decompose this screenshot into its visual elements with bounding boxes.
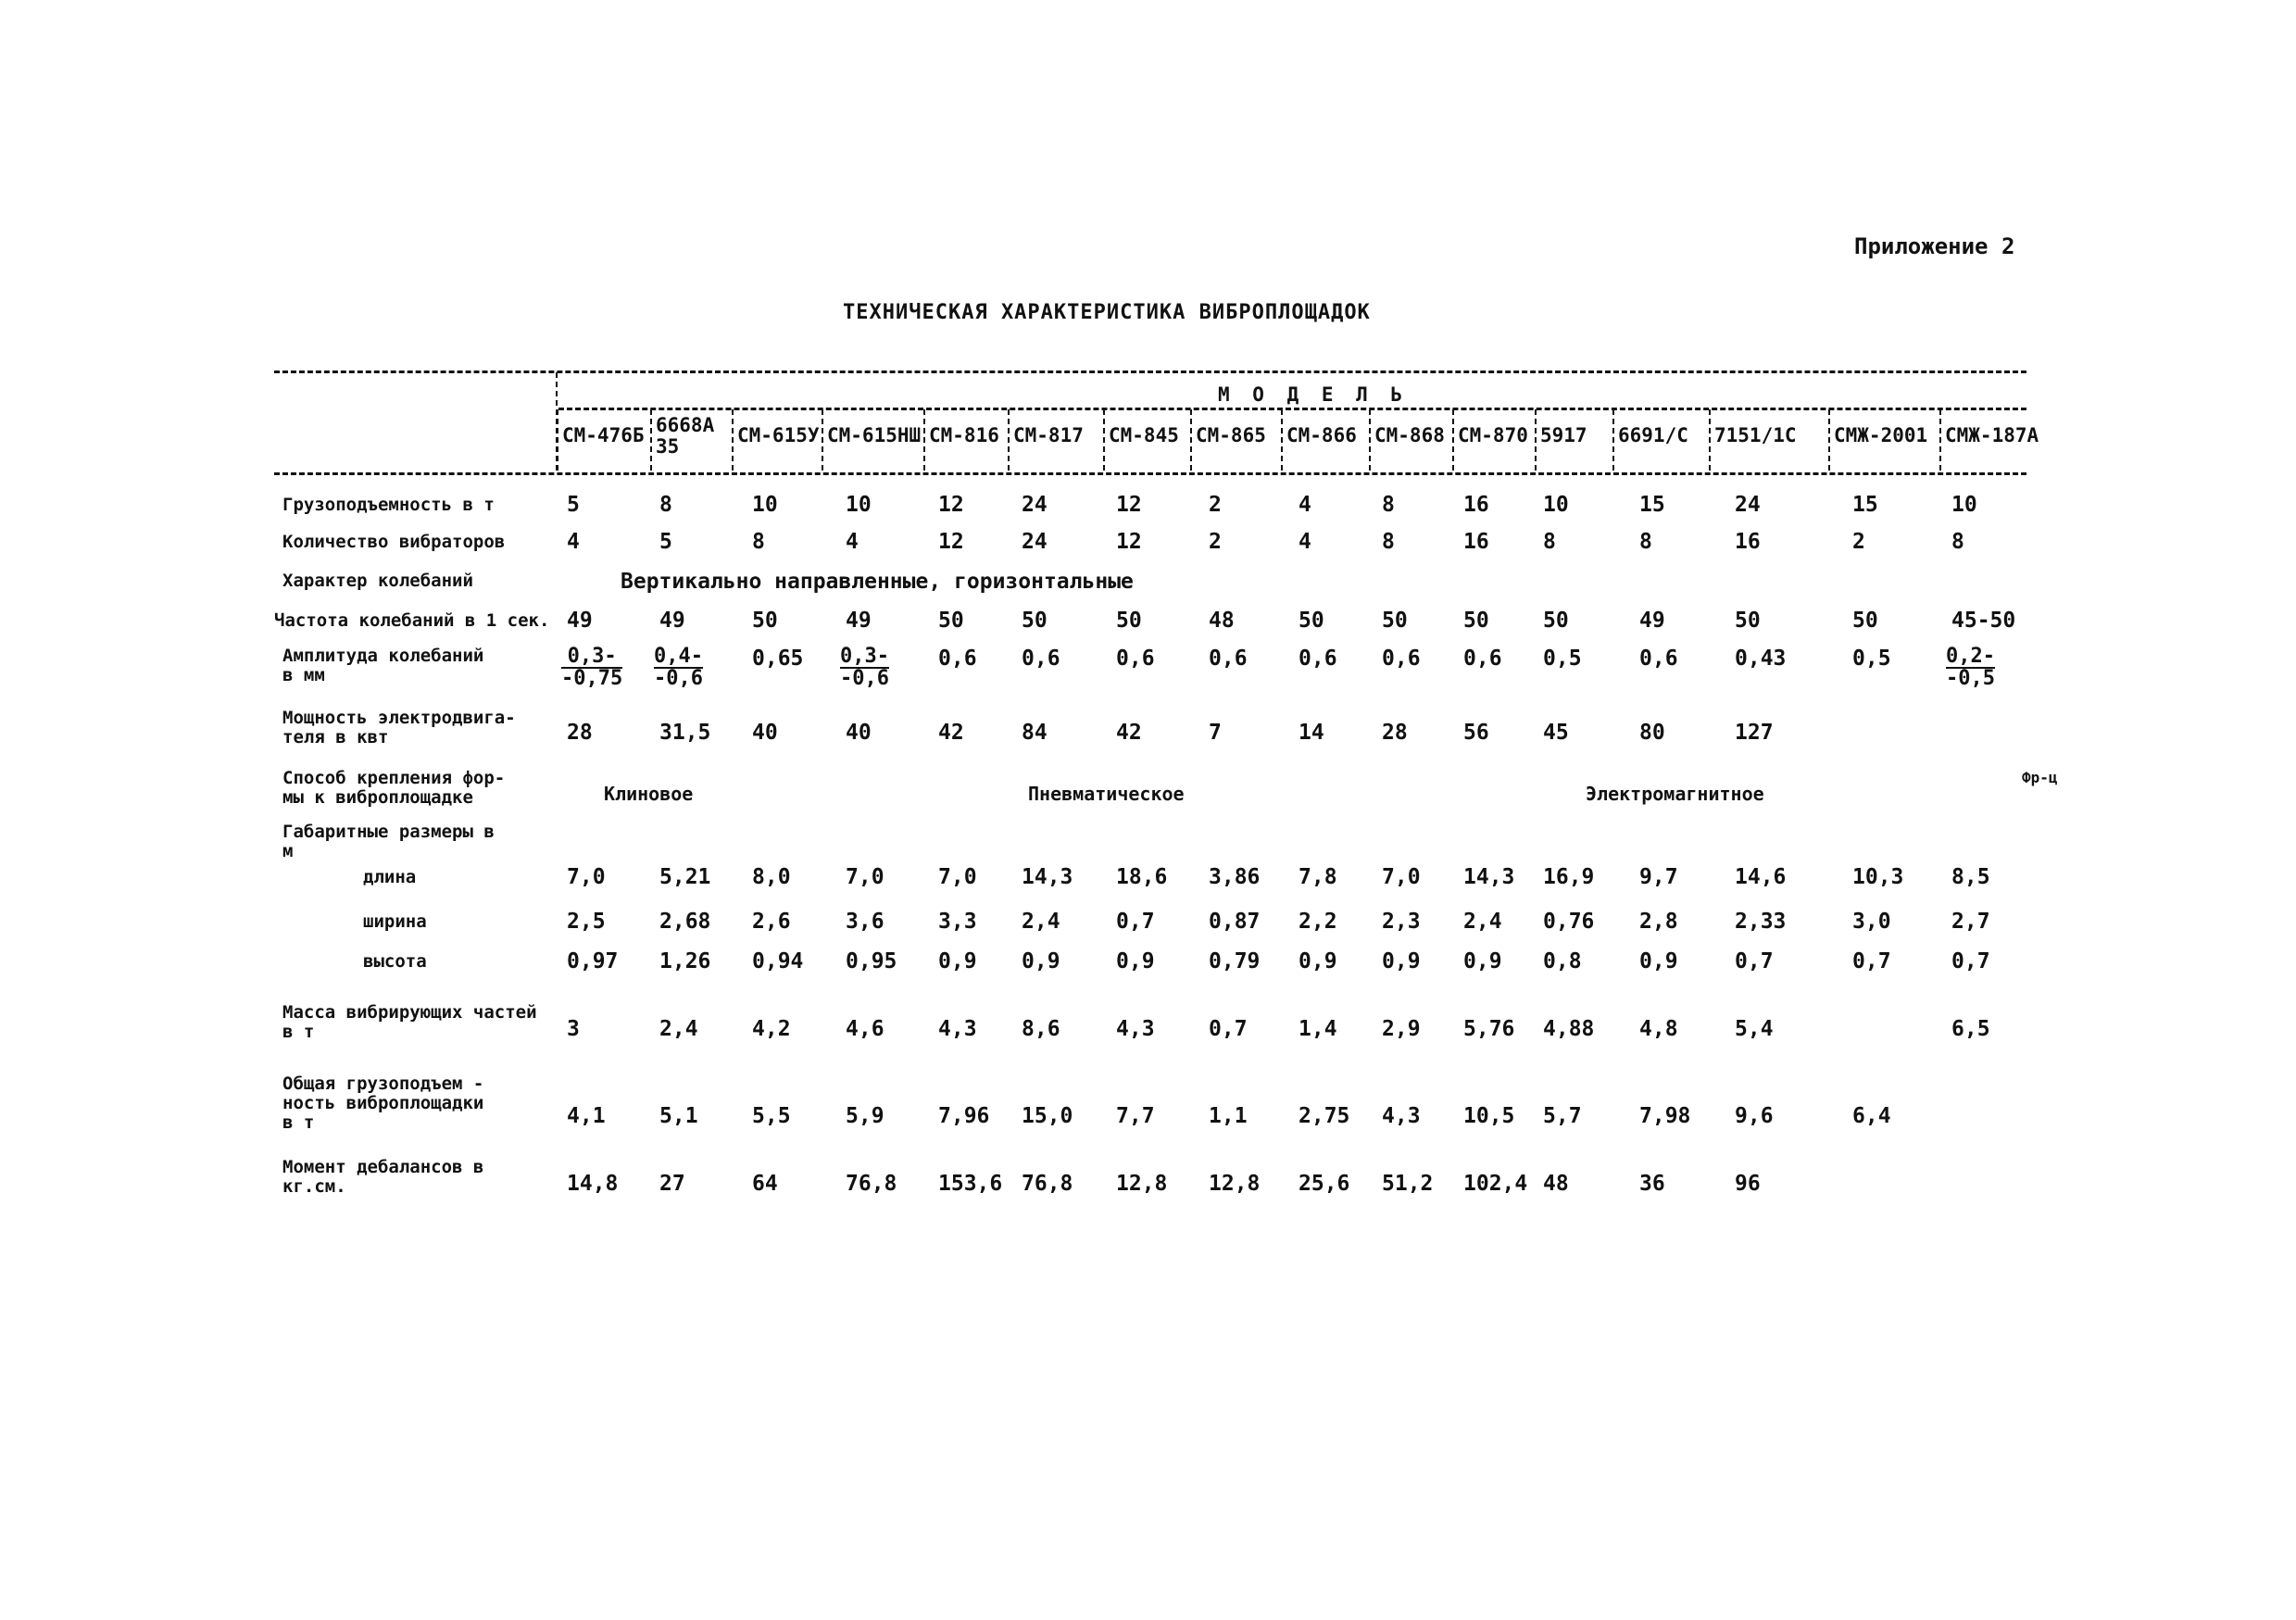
cell-amplitude: $\frac{0,4-}{-0,6}$: [654, 645, 703, 690]
cell-vibrators: 2: [1852, 530, 1865, 554]
cell-capacity: 16: [1463, 493, 1489, 517]
cell-mass_vib: 4,6: [846, 1017, 885, 1041]
cell-mass_vib: 4,3: [1116, 1017, 1155, 1041]
cell-power: 28: [1382, 721, 1408, 745]
column-separator: [1828, 409, 1830, 471]
cell-mass_vib: 4,88: [1543, 1017, 1595, 1041]
cell-frequency: 50: [1735, 609, 1761, 633]
cell-frequency: 49: [1639, 609, 1665, 633]
cell-mass_vib: 4,3: [938, 1017, 977, 1041]
cell-mass_vib: 5,4: [1735, 1017, 1774, 1041]
cell-amplitude: $\frac{0,3-}{-0,75}$: [561, 645, 623, 690]
cell-mass_vib: 1,4: [1299, 1017, 1337, 1041]
cell-frequency: 45-50: [1951, 609, 2016, 633]
cell-vibrators: 12: [938, 530, 964, 554]
cell-width: 2,68: [659, 910, 711, 934]
cell-moment: 76,8: [846, 1172, 897, 1196]
cell-moment: 48: [1543, 1172, 1569, 1196]
cell-vibrators: 8: [1543, 530, 1556, 554]
cell-amplitude: 0,65: [752, 647, 804, 671]
cell-total_capacity: 5,9: [846, 1104, 885, 1128]
cell-width: 2,33: [1735, 910, 1787, 934]
cell-frequency: 50: [1022, 609, 1048, 633]
cell-length: 3,86: [1209, 865, 1261, 889]
column-separator: [557, 409, 558, 471]
column-separator: [1281, 409, 1283, 471]
cell-capacity: 10: [1951, 493, 1977, 517]
cell-height: 0,95: [846, 949, 897, 973]
cell-capacity: 12: [1116, 493, 1142, 517]
cell-total_capacity: 7,98: [1639, 1104, 1691, 1128]
cell-amplitude: 0,43: [1735, 647, 1787, 671]
cell-power: 7: [1209, 721, 1222, 745]
cell-power: 127: [1735, 721, 1774, 745]
cell-moment: 153,6: [938, 1172, 1003, 1196]
cell-capacity: 10: [1543, 493, 1569, 517]
cell-frequency: 50: [938, 609, 964, 633]
model-name: СМ-817: [1013, 424, 1084, 446]
cell-power: 42: [1116, 721, 1142, 745]
cell-total_capacity: 5,5: [752, 1104, 791, 1128]
cell-width: 0,7: [1116, 910, 1155, 934]
cell-amplitude: 0,5: [1852, 647, 1891, 671]
cell-width: 2,3: [1382, 910, 1421, 934]
cell-capacity: 10: [846, 493, 872, 517]
cell-frequency: 50: [1543, 609, 1569, 633]
cell-length: 14,6: [1735, 865, 1787, 889]
cell-length: 16,9: [1543, 865, 1595, 889]
cell-frequency: 50: [1299, 609, 1324, 633]
cell-total_capacity: 9,6: [1735, 1104, 1774, 1128]
cell-length: 9,7: [1639, 865, 1678, 889]
model-name: СМ-476Б: [562, 424, 645, 446]
cell-height: 0,9: [1116, 949, 1155, 973]
cell-frequency: 48: [1209, 609, 1235, 633]
cell-width: 0,87: [1209, 910, 1261, 934]
cell-width: 3,3: [938, 910, 977, 934]
cell-mass_vib: 0,7: [1209, 1017, 1248, 1041]
cell-vibrators: 8: [1382, 530, 1395, 554]
model-name: СМ-866: [1286, 424, 1357, 446]
cell-total_capacity: 6,4: [1852, 1104, 1891, 1128]
cell-width: 2,6: [752, 910, 791, 934]
cell-amplitude: 0,6: [1116, 647, 1155, 671]
cell-vibrators: 12: [1116, 530, 1142, 554]
cell-length: 7,0: [846, 865, 885, 889]
model-name: СМ-816: [929, 424, 999, 446]
cell-frequency: 49: [846, 609, 872, 633]
cell-power: 40: [752, 721, 778, 745]
cell-total_capacity: 1,1: [1209, 1104, 1248, 1128]
cell-total_capacity: 2,75: [1299, 1104, 1350, 1128]
column-separator: [1369, 409, 1371, 471]
cell-length: 14,3: [1022, 865, 1073, 889]
cell-length: 10,3: [1852, 865, 1904, 889]
cell-height: 0,8: [1543, 949, 1582, 973]
cell-mass_vib: 8,6: [1022, 1017, 1060, 1041]
models-header: М О Д Е Л Ь: [1218, 383, 1409, 406]
cell-capacity: 2: [1209, 493, 1222, 517]
cell-moment: 64: [752, 1172, 778, 1196]
cell-length: 14,3: [1463, 865, 1515, 889]
cell-mass_vib: 3: [567, 1017, 580, 1041]
model-name: СМЖ-187А: [1945, 424, 2039, 446]
cell-length: 7,8: [1299, 865, 1337, 889]
cell-capacity: 24: [1022, 493, 1048, 517]
model-name: СМЖ-2001: [1834, 424, 1928, 446]
column-separator: [1008, 409, 1010, 471]
cell-height: 0,9: [1382, 949, 1421, 973]
cell-width: 3,0: [1852, 910, 1891, 934]
column-separator: [923, 409, 925, 471]
row-label-moment: Момент дебалансов в кг.см.: [282, 1157, 484, 1197]
cell-fastening: Клиновое: [604, 783, 694, 805]
row-label-capacity: Грузоподъемность в т: [282, 495, 495, 515]
cell-vibrators: 24: [1022, 530, 1048, 554]
cell-amplitude: 0,6: [1022, 647, 1060, 671]
row-label-vibration_type: Характер колебаний: [282, 571, 473, 591]
cell-height: 0,7: [1951, 949, 1990, 973]
cell-height: 0,7: [1735, 949, 1774, 973]
cell-length: 8,5: [1951, 865, 1990, 889]
cell-total_capacity: 7,96: [938, 1104, 990, 1128]
cell-total_capacity: 10,5: [1463, 1104, 1515, 1128]
column-separator: [650, 409, 652, 471]
cell-height: 0,97: [567, 949, 619, 973]
cell-moment: 12,8: [1209, 1172, 1261, 1196]
cell-width: 2,2: [1299, 910, 1337, 934]
cell-amplitude: 0,6: [938, 647, 977, 671]
cell-power: 56: [1463, 721, 1489, 745]
cell-vibrators: 16: [1463, 530, 1489, 554]
cell-capacity: 12: [938, 493, 964, 517]
cell-vibration_type: Вертикально направленные, горизонтальные: [621, 570, 1134, 594]
model-name: СМ-868: [1374, 424, 1445, 446]
cell-height: 0,9: [1639, 949, 1678, 973]
cell-moment: 51,2: [1382, 1172, 1434, 1196]
row-label-frequency: Частота колебаний в 1 сек.: [274, 610, 550, 631]
cell-vibrators: 8: [752, 530, 765, 554]
row-label-length: длина: [363, 867, 417, 887]
row-label-power: Мощность электродвига- теля в квт: [282, 708, 516, 747]
cell-vibrators: 5: [659, 530, 672, 554]
cell-width: 2,7: [1951, 910, 1990, 934]
column-separator: [822, 409, 823, 471]
row-label-dimensions: Габаритные размеры в м: [282, 822, 495, 861]
cell-height: 0,9: [938, 949, 977, 973]
cell-frequency: 49: [567, 609, 593, 633]
cell-total_capacity: 7,7: [1116, 1104, 1155, 1128]
cell-power: 28: [567, 721, 593, 745]
cell-fastening: Пневматическое: [1028, 783, 1185, 805]
column-separator: [1103, 409, 1105, 471]
table-top-rule: [274, 370, 2026, 373]
cell-amplitude: 0,6: [1463, 647, 1502, 671]
cell-mass_vib: 4,2: [752, 1017, 791, 1041]
cell-mass_vib: 5,76: [1463, 1017, 1515, 1041]
model-name: 6668А 35: [656, 414, 715, 458]
document-title: ТЕХНИЧЕСКАЯ ХАРАКТЕРИСТИКА ВИБРОПЛОЩАДОК: [843, 301, 1371, 324]
model-name: СМ-615У: [737, 424, 820, 446]
row-label-amplitude: Амплитуда колебаний в мм: [282, 646, 484, 685]
cell-total_capacity: 15,0: [1022, 1104, 1073, 1128]
cell-amplitude: 0,6: [1382, 647, 1421, 671]
cell-capacity: 15: [1852, 493, 1878, 517]
cell-frequency: 50: [1116, 609, 1142, 633]
column-separator: [1190, 409, 1192, 471]
header-mid-rule: [558, 408, 2026, 410]
cell-height: 0,79: [1209, 949, 1261, 973]
cell-length: 8,0: [752, 865, 791, 889]
cell-width: 2,4: [1463, 910, 1502, 934]
cell-width: 2,8: [1639, 910, 1678, 934]
cell-height: 0,9: [1299, 949, 1337, 973]
cell-frequency: 50: [1382, 609, 1408, 633]
cell-height: 1,26: [659, 949, 711, 973]
row-label-height: высота: [363, 951, 427, 972]
cell-width: 2,4: [1022, 910, 1060, 934]
cell-capacity: 8: [1382, 493, 1395, 517]
cell-total_capacity: 5,1: [659, 1104, 698, 1128]
cell-total_capacity: 4,1: [567, 1104, 606, 1128]
column-separator: [1452, 409, 1454, 471]
cell-length: 5,21: [659, 865, 711, 889]
cell-moment: 36: [1639, 1172, 1665, 1196]
cell-length: 7,0: [938, 865, 977, 889]
cell-fastening: Фр-ц: [2022, 769, 2058, 786]
row-label-mass_vib: Масса вибрирующих частей в т: [282, 1002, 537, 1042]
cell-height: 0,7: [1852, 949, 1891, 973]
cell-capacity: 5: [567, 493, 580, 517]
cell-capacity: 4: [1299, 493, 1311, 517]
cell-amplitude: 0,6: [1639, 647, 1678, 671]
cell-height: 0,94: [752, 949, 804, 973]
column-separator: [1709, 409, 1711, 471]
cell-length: 7,0: [1382, 865, 1421, 889]
cell-amplitude: 0,6: [1299, 647, 1337, 671]
cell-mass_vib: 4,8: [1639, 1017, 1678, 1041]
cell-width: 2,5: [567, 910, 606, 934]
column-separator: [732, 409, 734, 471]
cell-frequency: 49: [659, 609, 685, 633]
cell-moment: 102,4: [1463, 1172, 1528, 1196]
cell-amplitude: $\frac{0,2-}{-0,5}$: [1946, 645, 1995, 690]
cell-power: 84: [1022, 721, 1048, 745]
column-separator: [1939, 409, 1941, 471]
cell-height: 0,9: [1022, 949, 1060, 973]
cell-capacity: 24: [1735, 493, 1761, 517]
cell-frequency: 50: [1463, 609, 1489, 633]
cell-moment: 76,8: [1022, 1172, 1073, 1196]
cell-fastening: Электромагнитное: [1586, 783, 1764, 805]
cell-vibrators: 16: [1735, 530, 1761, 554]
model-name: 6691/С: [1618, 424, 1688, 446]
row-label-fastening: Способ крепления фор- мы к виброплощадке: [282, 768, 506, 808]
cell-width: 0,76: [1543, 910, 1595, 934]
cell-moment: 12,8: [1116, 1172, 1168, 1196]
cell-vibrators: 4: [846, 530, 859, 554]
header-bottom-rule: [274, 472, 2026, 475]
cell-amplitude: $\frac{0,3-}{-0,6}$: [840, 645, 889, 690]
cell-moment: 14,8: [567, 1172, 619, 1196]
cell-length: 7,0: [567, 865, 606, 889]
cell-capacity: 15: [1639, 493, 1665, 517]
model-name: СМ-845: [1109, 424, 1179, 446]
model-name: СМ-865: [1196, 424, 1266, 446]
cell-moment: 25,6: [1299, 1172, 1350, 1196]
cell-power: 80: [1639, 721, 1665, 745]
cell-vibrators: 4: [567, 530, 580, 554]
cell-power: 45: [1543, 721, 1569, 745]
cell-capacity: 8: [659, 493, 672, 517]
cell-vibrators: 8: [1639, 530, 1652, 554]
row-label-total_capacity: Общая грузоподъем - ность виброплощадки в т: [282, 1074, 484, 1133]
appendix-label: Приложение 2: [1854, 233, 2015, 259]
column-separator: [1535, 409, 1537, 471]
cell-vibrators: 4: [1299, 530, 1311, 554]
model-name: СМ-615НШ: [827, 424, 922, 446]
cell-power: 14: [1299, 721, 1324, 745]
model-name: 7151/1С: [1714, 424, 1797, 446]
model-name: 5917: [1540, 424, 1587, 446]
cell-power: 42: [938, 721, 964, 745]
cell-power: 40: [846, 721, 872, 745]
cell-moment: 96: [1735, 1172, 1761, 1196]
model-name: СМ-870: [1458, 424, 1528, 446]
cell-moment: 27: [659, 1172, 685, 1196]
cell-vibrators: 8: [1951, 530, 1964, 554]
cell-capacity: 10: [752, 493, 778, 517]
cell-mass_vib: 2,9: [1382, 1017, 1421, 1041]
cell-amplitude: 0,5: [1543, 647, 1582, 671]
cell-height: 0,9: [1463, 949, 1502, 973]
row-label-width: ширина: [363, 911, 427, 932]
cell-total_capacity: 4,3: [1382, 1104, 1421, 1128]
cell-power: 31,5: [659, 721, 711, 745]
column-separator: [1612, 409, 1614, 471]
cell-frequency: 50: [752, 609, 778, 633]
cell-width: 3,6: [846, 910, 885, 934]
cell-length: 18,6: [1116, 865, 1168, 889]
cell-frequency: 50: [1852, 609, 1878, 633]
cell-mass_vib: 2,4: [659, 1017, 698, 1041]
cell-amplitude: 0,6: [1209, 647, 1248, 671]
row-label-vibrators: Количество вибраторов: [282, 532, 506, 552]
cell-total_capacity: 5,7: [1543, 1104, 1582, 1128]
cell-mass_vib: 6,5: [1951, 1017, 1990, 1041]
cell-vibrators: 2: [1209, 530, 1222, 554]
